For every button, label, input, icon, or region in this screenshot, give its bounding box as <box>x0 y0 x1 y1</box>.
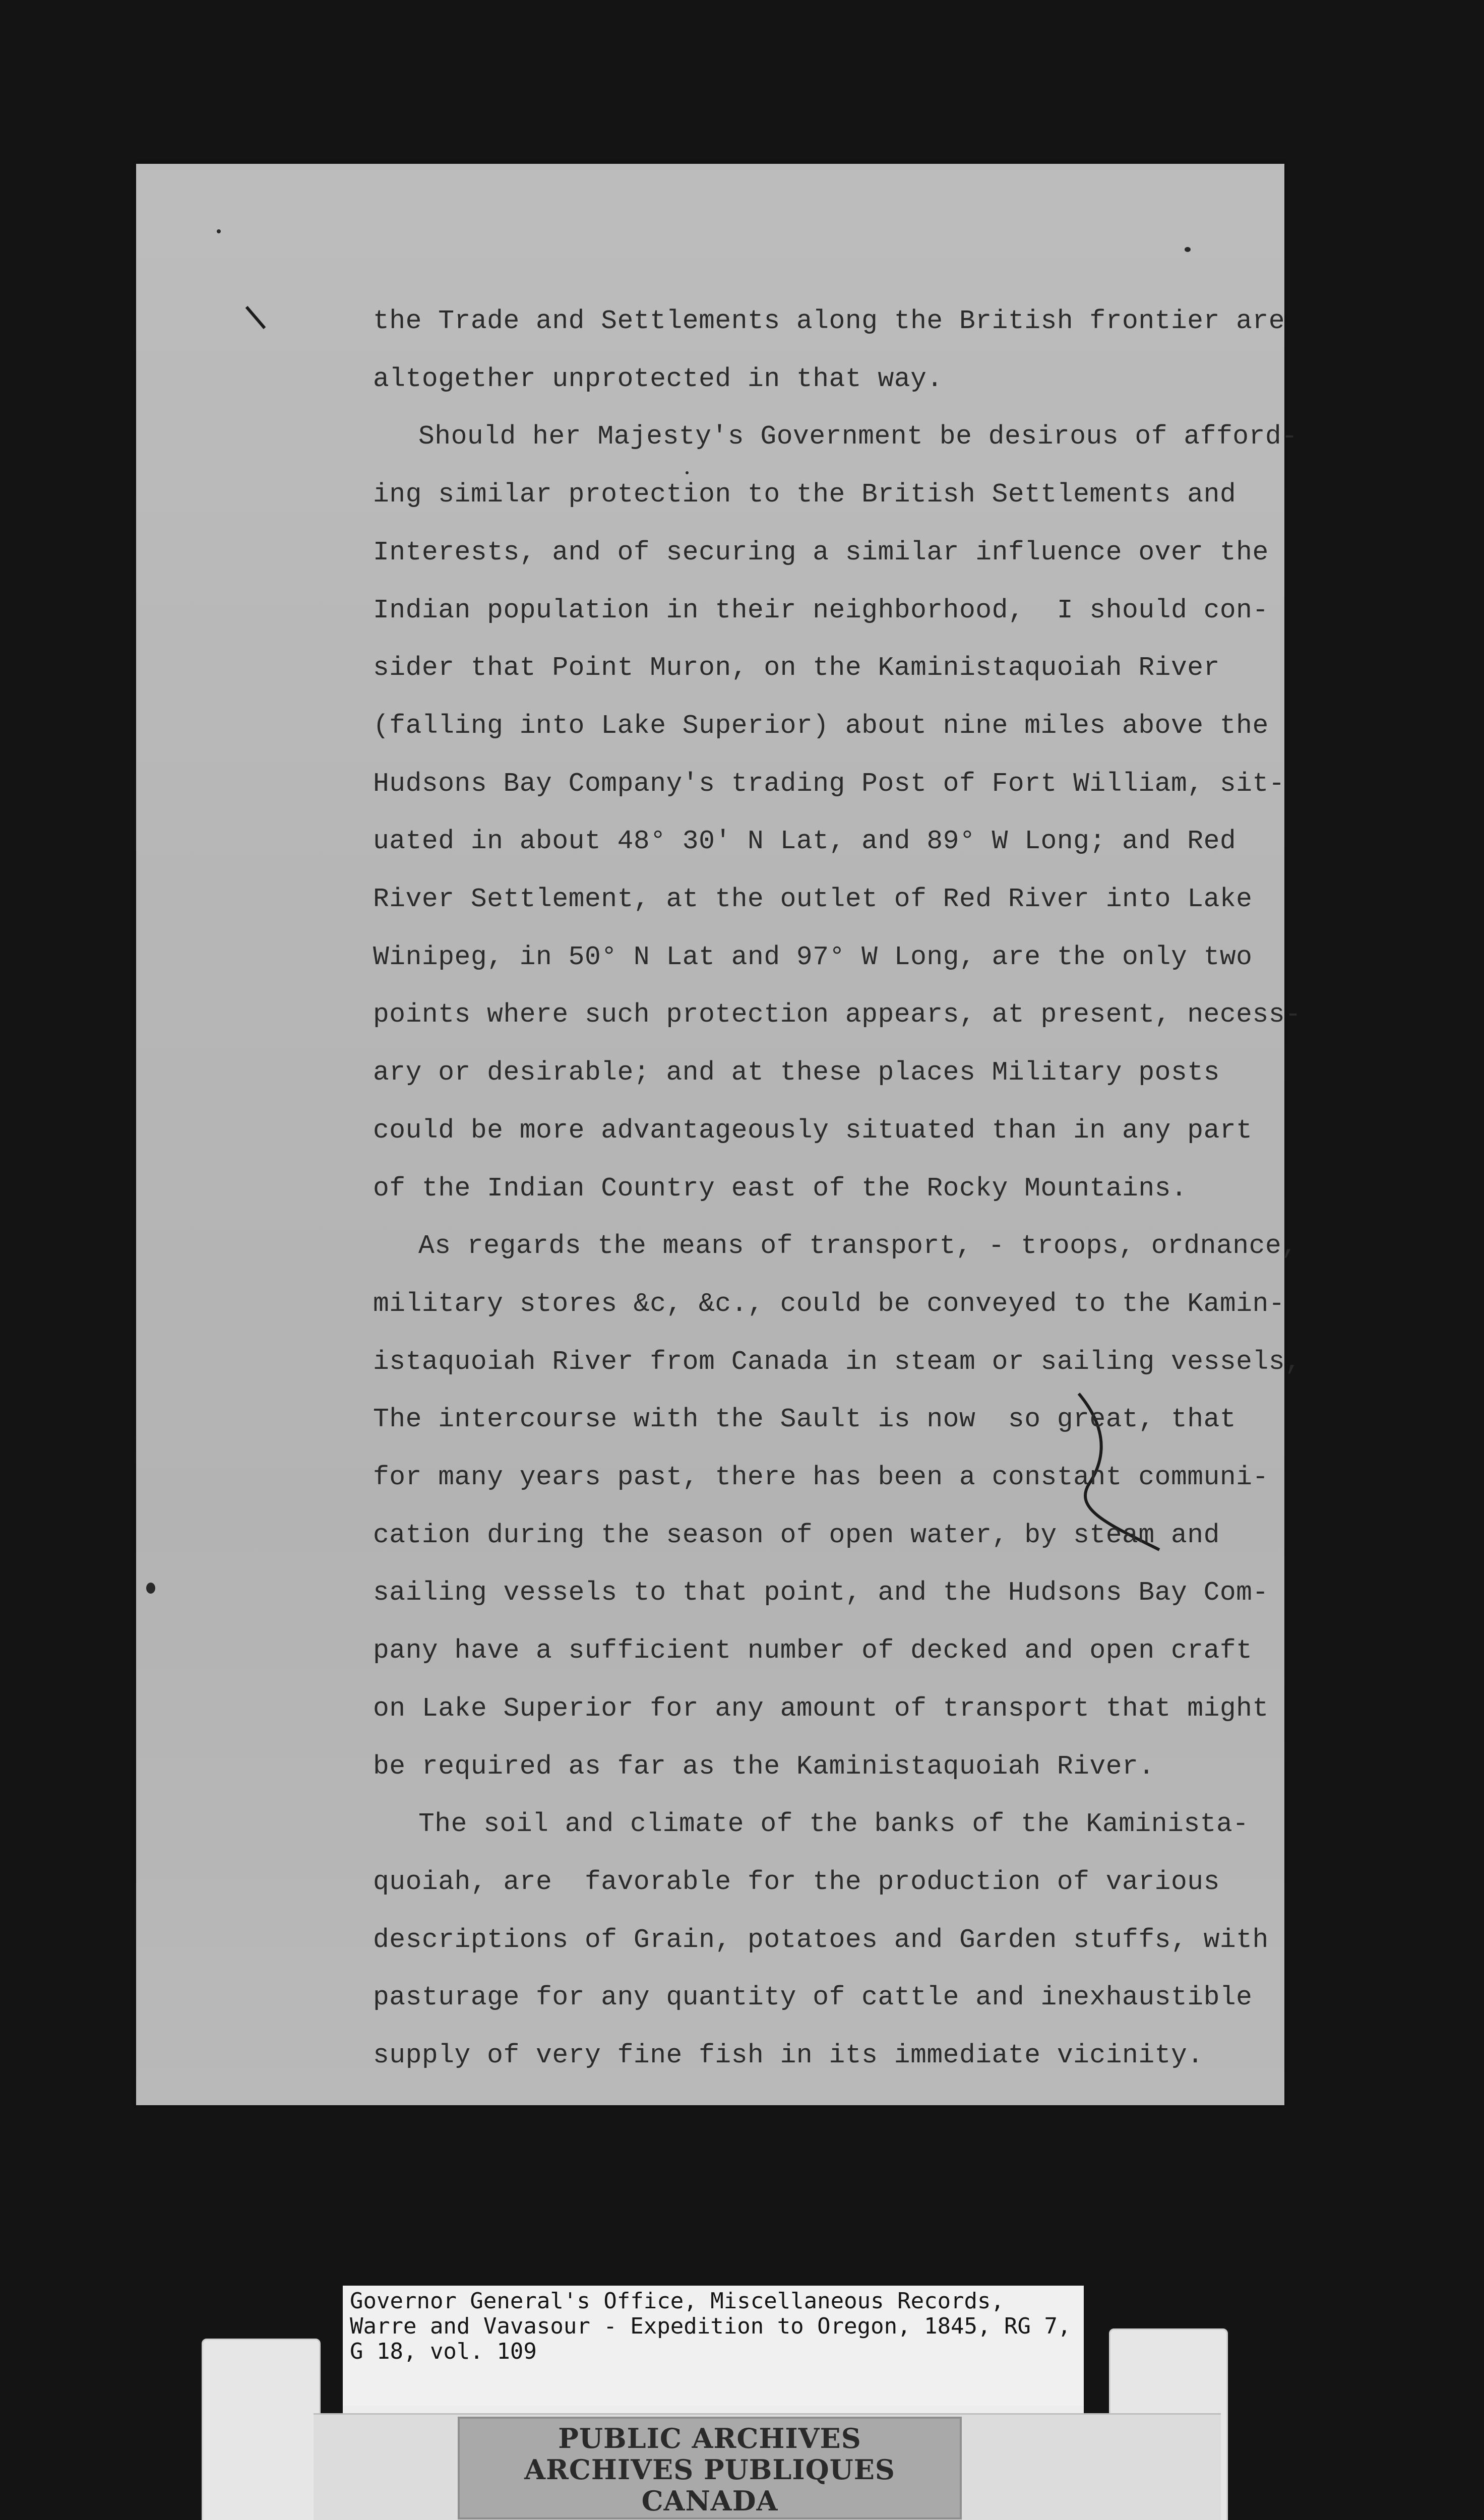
text-line: points where such protection appears, at present, necess- <box>373 999 1302 1030</box>
text-line: Interests, and of securing a similar influence over the <box>373 537 1269 568</box>
text-line: The soil and climate of the banks of the Kaminista- <box>418 1809 1249 1840</box>
text-line: uated in about 48° 30' N Lat, and 89° W Long; and Red <box>373 826 1236 857</box>
text-line: could be more advantageously situated than in any part <box>373 1115 1253 1146</box>
text-line: the Trade and Settlements along the British frontier are <box>373 306 1285 336</box>
text-line: altogether unprotected in that way. <box>373 363 943 394</box>
text-line: Indian population in their neighborhood, I should con- <box>373 595 1269 625</box>
stamp-line: PUBLIC ARCHIVES <box>558 2422 861 2454</box>
document-page <box>136 164 1302 2105</box>
text-line: descriptions of Grain, potatoes and Garden stuffs, with <box>373 1924 1269 1955</box>
text-line: ary or desirable; and at these places Military posts <box>373 1057 1220 1088</box>
text-line: pasturage for any quantity of cattle and inexhaustible <box>373 1982 1253 2013</box>
typed-text <box>373 292 1302 2085</box>
holder-flap-left <box>202 2339 321 2520</box>
stamp-line: ARCHIVES PUBLIQUES <box>524 2453 895 2486</box>
text-line: military stores &c, &c., could be conveyed to the Kamin- <box>373 1288 1285 1319</box>
text-line: istaquoiah River from Canada in steam or sailing vessels, <box>373 1346 1302 1377</box>
text-line: River Settlement, at the outlet of Red River into Lake <box>373 884 1253 915</box>
paper-speck <box>1185 247 1191 252</box>
text-line: ing similar protection to the British Settlements and <box>373 479 1236 510</box>
text-line: sider that Point Muron, on the Kaministaquoiah River <box>373 653 1220 683</box>
text-line: supply of very fine fish in its immediate vicinity. <box>373 2040 1204 2071</box>
text-line: The intercourse with the Sault is now so great, that <box>373 1404 1236 1435</box>
text-line: on Lake Superior for any amount of transport that might <box>373 1693 1269 1724</box>
text-line: of the Indian Country east of the Rocky Mountains. <box>373 1173 1188 1204</box>
archive-caption <box>343 2286 1084 2406</box>
paper-speck <box>217 229 221 233</box>
text-line: quoiah, are favorable for the production of various <box>373 1866 1220 1897</box>
text-line: pany have a sufficient number of decked and open craft <box>373 1635 1253 1666</box>
text-line: As regards the means of transport, - troops, ordnance, <box>418 1231 1298 1262</box>
text-line: Should her Majesty's Government be desirous of afford- <box>418 421 1298 452</box>
text-line: be required as far as the Kaministaquoiah River. <box>373 1751 1155 1782</box>
text-line: sailing vessels to that point, and the Hudsons Bay Com- <box>373 1578 1269 1608</box>
caption-text: Governor General's Office, Miscellaneous Records, Warre and Vavasour - Expedition to Oregon, 1845, RG 7, G 18, vol. 109 <box>350 2288 1084 2364</box>
stamp-line: CANADA <box>641 2485 778 2517</box>
text-line: Hudsons Bay Company's trading Post of Fort William, sit- <box>373 768 1285 799</box>
text-line: cation during the season of open water, by steam and <box>373 1520 1220 1550</box>
text-line: Winipeg, in 50° N Lat and 97° W Long, are the only two <box>373 941 1253 972</box>
margin-tick-mark <box>244 305 275 335</box>
text-line: for many years past, there has been a constant communi- <box>373 1462 1269 1493</box>
paper-speck <box>146 1583 155 1594</box>
archives-stamp <box>458 2417 962 2519</box>
text-line: (falling into Lake Superior) about nine miles above the <box>373 710 1269 741</box>
